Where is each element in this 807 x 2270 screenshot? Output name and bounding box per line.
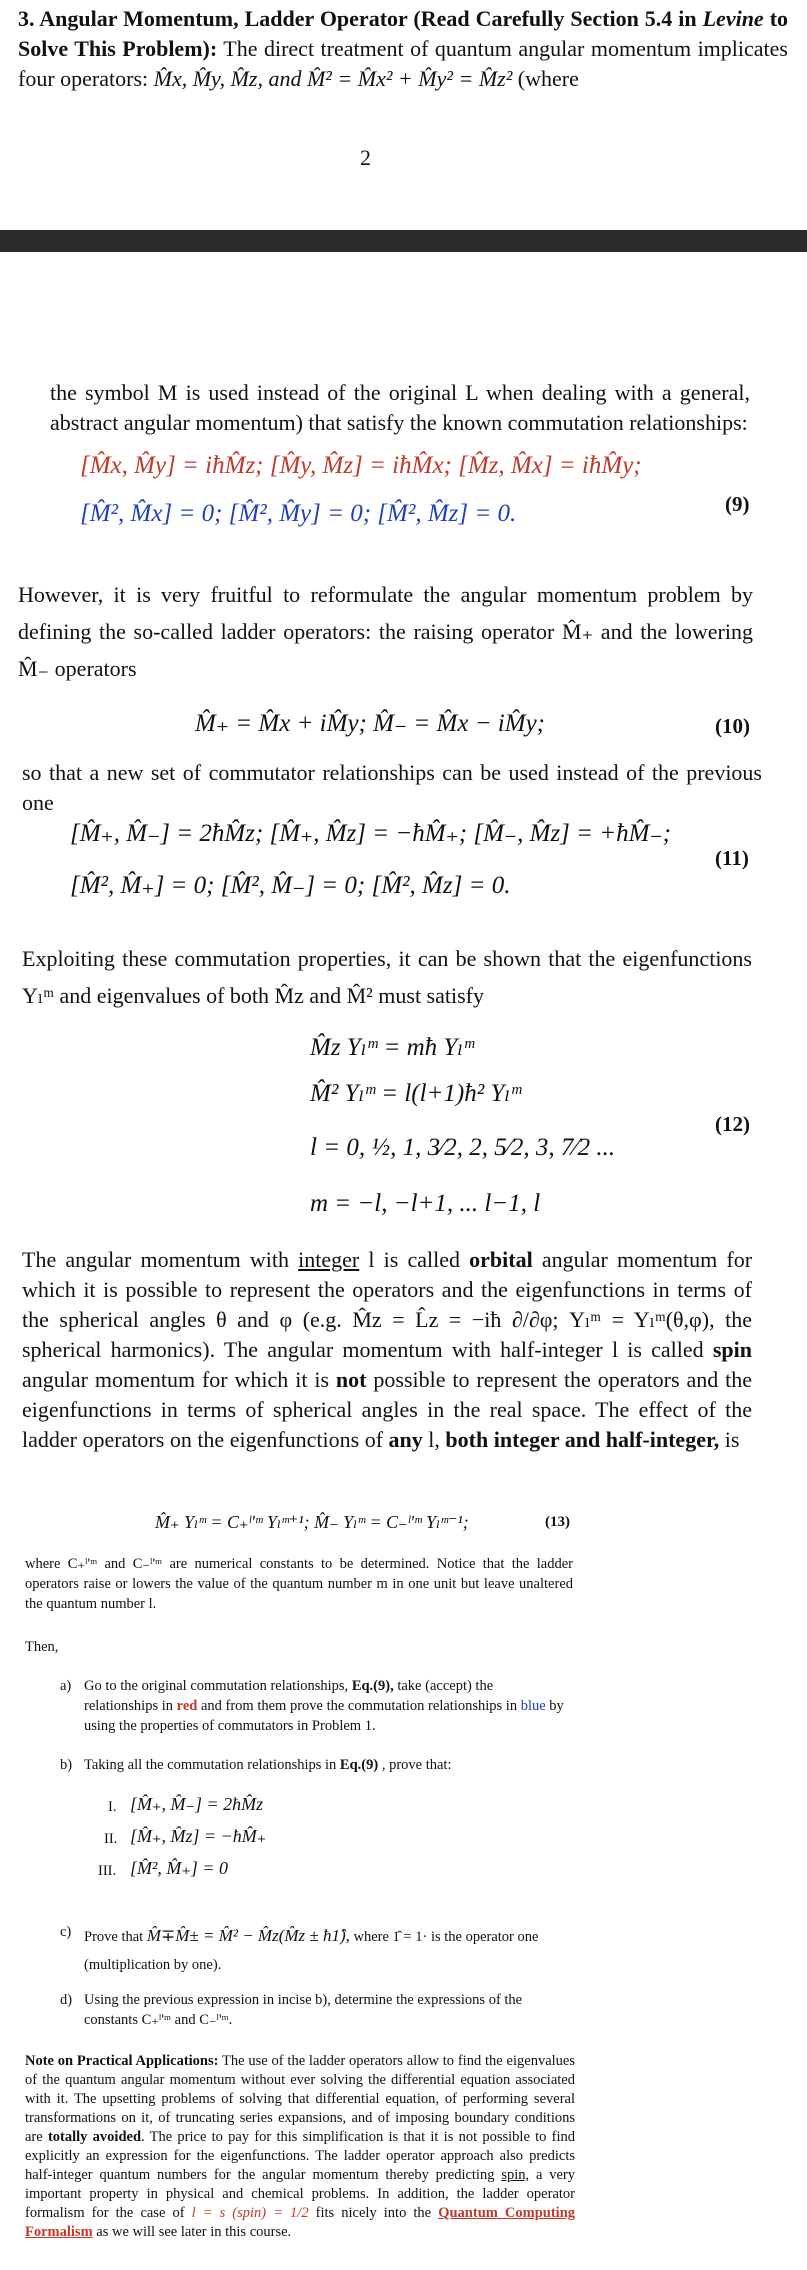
question-where: (where [517, 66, 579, 91]
c-text-2: where 1̂ = 1· is the operator one (multiplication by one). [84, 1929, 539, 1973]
equation-11-line-2: [M̂², M̂₊] = 0; [M̂², M̂₋] = 0; [M̂², M̂z] = 0. [70, 872, 511, 899]
c-text-1: Prove that [84, 1929, 144, 1945]
b-iii-equation: [M̂², M̂₊] = 0 [130, 1858, 229, 1878]
orbital-text-g: is [724, 1427, 740, 1452]
equation-10: M̂₊ = M̂x + iM̂y; M̂₋ = M̂x − iM̂y; [195, 710, 545, 737]
question-title: Angular Momentum, Ladder Operator (Read Carefully Section 5.4 in [39, 6, 697, 31]
orbital-text-e: possible to represent the operators and the eigenfunctions in terms of spherical angles in the real space. The effect of the ladder operators on the eigenfunctions of [22, 1367, 753, 1452]
note-spin-equation: l = s (spin) = 1/2 [191, 2205, 309, 2221]
note-totally-avoided: totally avoided [47, 2129, 142, 2145]
item-d-label: d) [60, 1992, 73, 2008]
quantum-computing-link[interactable]: Quantum Computing Formalism [25, 2205, 576, 2240]
equation-11-number: (11) [715, 846, 749, 870]
item-a-label: a) [60, 1678, 72, 1694]
equation-13-number: (13) [545, 1514, 570, 1530]
note-text-3: a very important property in physical and chemical problems. In addition, the ladder operator formalism for the case of [25, 2167, 575, 2221]
any-bold: any [388, 1427, 423, 1452]
item-c-text [84, 1922, 584, 1979]
question-number: 3. [18, 6, 35, 31]
page-number: 2 [360, 145, 371, 170]
paragraph-new-set: so that a new set of commutator relationships can be used instead of the previous one [22, 760, 762, 815]
b-i-label: I. [108, 1799, 117, 1815]
equation-12-line-1: M̂z Yₗᵐ = mħ Yₗᵐ [310, 1034, 474, 1061]
eq9-relations-red: [M̂x, M̂y] = iħM̂z; [M̂y, M̂z] = iħM̂x; [M̂z, M̂x] = iħM̂y; [80, 452, 642, 479]
item-b-text [84, 1755, 564, 1775]
a-text-1: Go to the original commutation relationships, [84, 1678, 349, 1694]
a-text-2: take (accept) the relationships in [84, 1678, 494, 1714]
question-intro: The direct treatment of quantum angular momentum implicates four operators: [18, 36, 788, 91]
equation-11-line-1: [M̂₊, M̂₋] = 2ħM̂z; [M̂₊, M̂z] = −ħM̂₊; [M̂₋, M̂z] = +ħM̂₋; [70, 820, 671, 847]
b-ii-equation: [M̂₊, M̂z] = −ħM̂₊ [130, 1826, 267, 1846]
b-text-1: Taking all the commutation relationships in [84, 1757, 337, 1773]
a-text-3: and from them prove the commutation relationships in [200, 1698, 518, 1714]
both-bold: both integer and half-integer, [445, 1427, 720, 1452]
orbital-text-c: angular momentum for which it is possible to represent the operators and the eigenfunctions in terms of the spherical angles θ and φ (e.g. M̂z = L̂z = −iħ ∂/∂φ; Yₗᵐ = Yₗᵐ(θ,φ), the spherical harmonics). The angular momentum with half-integer l is called [22, 1247, 753, 1362]
paragraph-orbital-spin [22, 1245, 752, 1455]
note-text-2: . The price to pay for this simplification is that it is not possible to find explicitly an expression for the eigenfunctions. The ladder operator approach also predicts half-integer quantum numbers for the angular momentum thereby predicting [25, 2129, 576, 2183]
b-text-2: , prove that: [381, 1757, 452, 1773]
equation-12-number: (12) [715, 1112, 750, 1136]
integer-underlined: integer [298, 1247, 360, 1272]
a-red-word: red [176, 1698, 198, 1714]
orbital-text-b: l is called [368, 1247, 460, 1272]
paragraph-constants: where C₊ˡ'ᵐ and C₋ˡ'ᵐ are numerical constants to be determined. Notice that the ladder operators raise or lowers the value of the quantum number m in one unit but leave unaltered the quantum number l. [25, 1556, 573, 1612]
equation-13: M̂₊ Yₗᵐ = C₊ˡ'ᵐ Yₗᵐ⁺¹; M̂₋ Yₗᵐ = C₋ˡ'ᵐ Yₗᵐ⁻¹; [155, 1512, 469, 1532]
equation-9-number: (9) [725, 492, 750, 516]
b-eq-ref: Eq.(9) [339, 1757, 379, 1773]
equation-12-line-3: l = 0, ½, 1, 3⁄2, 2, 5⁄2, 3, 7⁄2 ... [310, 1134, 616, 1161]
book-name: Levine [702, 6, 764, 31]
paragraph-ladder-intro: However, it is very fruitful to reformulate the angular momentum problem by defining the so-called ladder operators: the raising operator M̂₊ and the lowering M̂₋ operators [18, 582, 753, 681]
note-text-1: The use of the ladder operators allow to find the eigenvalues of the quantum angular momentum without ever solving the differential equation associated with it. The upsetting problems of solving that differential equation, of performing several transformations on it, of truncating series expansions, and of imposing boundary conditions are [25, 2053, 575, 2145]
orbital-text-a: The angular momentum with [22, 1247, 289, 1272]
a-eq-ref: Eq.(9), [351, 1678, 394, 1694]
item-d-text: Using the previous expression in incise b), determine the expressions of the constants C₊ˡ'ᵐ and C₋ˡ'ᵐ. [84, 1992, 523, 2028]
note-text-4: fits nicely into the [315, 2205, 432, 2221]
note-label: Note on Practical Applications: [25, 2053, 219, 2069]
equation-12-line-4: m = −l, −l+1, ... l−1, l [310, 1190, 541, 1217]
equation-9-line-2 [80, 500, 516, 528]
item-b-label: b) [60, 1757, 73, 1773]
then-label: Then, [25, 1639, 59, 1655]
equation-12-line-2: M̂² Yₗᵐ = l(l+1)ħ² Yₗᵐ [310, 1080, 521, 1107]
spin-bold: spin [712, 1337, 753, 1362]
a-text-4: by using the properties of commutators in Problem 1. [84, 1698, 564, 1734]
operators-expression: M̂x, M̂y, M̂z, and M̂² = M̂x² + M̂y² = M̂z² [153, 66, 513, 91]
orbital-bold: orbital [469, 1247, 533, 1272]
question-header [18, 4, 788, 94]
note-spin: spin, [501, 2167, 530, 2183]
item-c-label: c) [60, 1924, 72, 1940]
equation-9-line-1 [80, 452, 642, 480]
orbital-text-f: l, [428, 1427, 440, 1452]
item-a-text [84, 1676, 564, 1736]
a-blue-word: blue [520, 1698, 546, 1714]
page-divider [0, 230, 807, 252]
b-i-equation: [M̂₊, M̂₋] = 2ħM̂z [130, 1794, 264, 1814]
eq9-relations-blue: [M̂², M̂x] = 0; [M̂², M̂y] = 0; [M̂², M̂z] = 0. [80, 500, 517, 527]
equation-10-number: (10) [715, 714, 750, 738]
note-practical-applications [25, 2052, 575, 2242]
b-iii-label: III. [98, 1863, 117, 1879]
orbital-text-d: angular momentum for which it is [22, 1367, 330, 1392]
paragraph-symbol-m: the symbol M is used instead of the original L when dealing with a general, abstract angular momentum) that satisfy the known commutation relationships: [50, 380, 750, 435]
note-text-5: as we will see later in this course. [96, 2224, 292, 2240]
question-title-cont: to Solve This Problem): [18, 6, 789, 61]
c-equation: M̂∓M̂± = M̂² − M̂z(M̂z ± ħ1̂), [146, 1926, 350, 1945]
paragraph-exploiting: Exploiting these commutation properties, it can be shown that the eigenfunctions Yₗᵐ and eigenvalues of both M̂z and M̂² must satisfy [22, 946, 752, 1008]
b-ii-label: II. [104, 1831, 118, 1847]
not-bold: not [335, 1367, 367, 1392]
